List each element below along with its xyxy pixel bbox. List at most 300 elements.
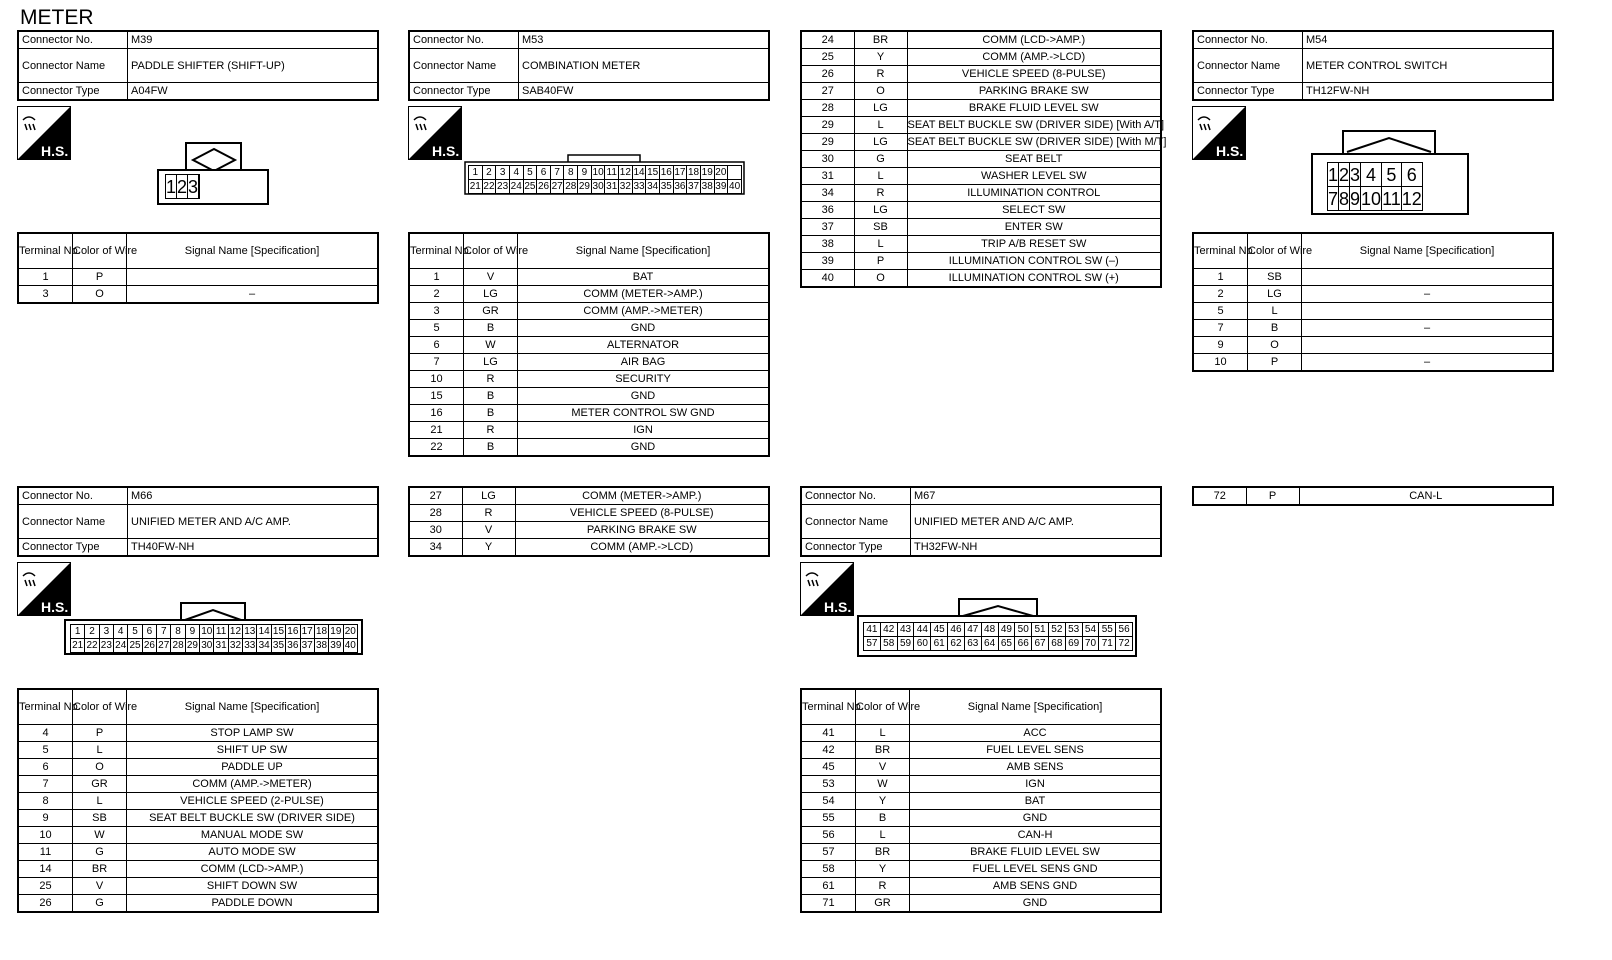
terminal-no-cell: 11 bbox=[18, 844, 73, 861]
wire-color-cell: O bbox=[854, 270, 907, 288]
wire-color-cell: B bbox=[464, 388, 518, 405]
signal-name-cell: COMM (METER->AMP.) bbox=[518, 286, 770, 303]
table-row bbox=[1193, 303, 1553, 320]
m54-rows bbox=[1193, 269, 1553, 372]
connector-name-label: Connector Name bbox=[409, 49, 519, 83]
m54-pin: 4 bbox=[1361, 163, 1382, 187]
connector-type-label: Connector Type bbox=[409, 83, 519, 101]
signal-name-cell: VEHICLE SPEED (2-PULSE) bbox=[127, 793, 379, 810]
signal-name-cell: COMM (AMP.->METER) bbox=[518, 303, 770, 320]
signal-name-cell: VEHICLE SPEED (8-PULSE) bbox=[515, 505, 769, 522]
wire-color-cell: O bbox=[73, 759, 127, 776]
signal-name-cell: MANUAL MODE SW bbox=[127, 827, 379, 844]
table-row bbox=[18, 759, 378, 776]
signal-name-cell: GND bbox=[910, 810, 1162, 827]
terminal-no-cell: 45 bbox=[801, 759, 856, 776]
table-row bbox=[801, 202, 1161, 219]
table-row bbox=[801, 117, 1161, 134]
signal-name-cell: CAN-L bbox=[1299, 487, 1553, 505]
table-row bbox=[801, 49, 1161, 66]
m67-pin: 54 bbox=[1082, 623, 1099, 637]
m67-pin: 63 bbox=[964, 637, 981, 651]
m67-pin: 66 bbox=[1015, 637, 1032, 651]
wire-color-cell: BR bbox=[73, 861, 127, 878]
m67-pin: 41 bbox=[864, 623, 881, 637]
m53-pin: 28 bbox=[565, 180, 577, 192]
m53-rows bbox=[409, 269, 769, 457]
wire-color-cell: GR bbox=[856, 895, 910, 913]
m66-pin: 2 bbox=[85, 625, 99, 639]
m53-pin: 1 bbox=[469, 166, 483, 180]
connector-no-label: Connector No. bbox=[18, 31, 128, 49]
terminal-no-header: Terminal No. bbox=[18, 233, 73, 269]
connector-no-value: M67 bbox=[911, 487, 1162, 505]
m66-pin: 18 bbox=[315, 625, 328, 637]
wire-color-cell: GR bbox=[464, 303, 518, 320]
m53-pin: 30 bbox=[592, 180, 604, 192]
m66-rows bbox=[18, 725, 378, 913]
connector-no-label: Connector No. bbox=[801, 487, 911, 505]
table-row bbox=[18, 725, 378, 742]
color-of-wire-header: Color of Wire bbox=[1248, 233, 1302, 269]
signal-name-cell: STOP LAMP SW bbox=[127, 725, 379, 742]
signal-name-cell: – bbox=[1302, 320, 1554, 337]
table-row bbox=[409, 487, 769, 505]
terminal-no-header: Terminal No. bbox=[18, 689, 73, 725]
m66-pin: 21 bbox=[72, 639, 84, 651]
terminal-no-cell: 7 bbox=[409, 354, 464, 371]
table-row bbox=[801, 151, 1161, 168]
m66-pin: 31 bbox=[215, 639, 227, 651]
connector-name-value: UNIFIED METER AND A/C AMP. bbox=[128, 505, 379, 539]
hs-label: H.S. bbox=[41, 599, 69, 615]
signal-name-cell: VEHICLE SPEED (8-PULSE) bbox=[907, 66, 1161, 83]
table-row bbox=[409, 388, 769, 405]
m66-pin: 24 bbox=[115, 639, 127, 651]
wire-color-cell: L bbox=[854, 236, 907, 253]
wire-color-cell: O bbox=[854, 83, 907, 100]
signal-name-cell: PARKING BRAKE SW bbox=[907, 83, 1161, 100]
m66-pin-table-continued bbox=[408, 486, 770, 557]
terminal-no-cell: 53 bbox=[801, 776, 856, 793]
wire-color-cell: V bbox=[464, 269, 518, 286]
m53-pin: 21 bbox=[469, 180, 481, 192]
signal-name-cell: IGN bbox=[910, 776, 1162, 793]
terminal-no-cell: 26 bbox=[801, 66, 854, 83]
terminal-no-cell: 1 bbox=[409, 269, 464, 286]
m39-pin: 2 bbox=[177, 176, 188, 197]
table-row bbox=[409, 303, 769, 320]
table-row bbox=[801, 66, 1161, 83]
m67-pin: 48 bbox=[981, 623, 998, 637]
m53-pin: 16 bbox=[660, 166, 672, 178]
hs-label: H.S. bbox=[432, 143, 460, 159]
terminal-no-cell: 7 bbox=[18, 776, 73, 793]
connector-name-label: Connector Name bbox=[801, 505, 911, 539]
signal-name-cell: ALTERNATOR bbox=[518, 337, 770, 354]
m54-pin: 9 bbox=[1350, 188, 1361, 209]
wire-color-cell: G bbox=[73, 844, 127, 861]
signal-name-cell: WASHER LEVEL SW bbox=[907, 168, 1161, 185]
wire-color-cell: R bbox=[464, 422, 518, 439]
signal-name-cell bbox=[127, 269, 379, 286]
m67-pin: 70 bbox=[1082, 637, 1099, 651]
signal-name-cell: SEAT BELT BUCKLE SW (DRIVER SIDE) bbox=[127, 810, 379, 827]
m39-rows bbox=[18, 269, 378, 304]
m67-pin: 58 bbox=[880, 637, 897, 651]
m54-pin: 12 bbox=[1401, 188, 1422, 209]
terminal-no-cell: 36 bbox=[801, 202, 854, 219]
table-row bbox=[801, 219, 1161, 236]
terminal-no-cell: 58 bbox=[801, 861, 856, 878]
m54-pin: 7 bbox=[1328, 188, 1339, 209]
wire-color-cell: W bbox=[856, 776, 910, 793]
signal-name-cell: BRAKE FLUID LEVEL SW bbox=[907, 100, 1161, 117]
table-row bbox=[409, 522, 769, 539]
m67-pin: 46 bbox=[948, 623, 965, 637]
m66-pin: 34 bbox=[258, 639, 270, 651]
m66-pin: 10 bbox=[201, 625, 213, 637]
table-row bbox=[409, 269, 769, 286]
terminal-no-cell: 37 bbox=[801, 219, 854, 236]
wire-color-cell: BR bbox=[856, 844, 910, 861]
signal-name-cell: BAT bbox=[518, 269, 770, 286]
connector-name-label: Connector Name bbox=[18, 49, 128, 83]
wire-color-cell: W bbox=[73, 827, 127, 844]
wire-color-cell: L bbox=[856, 725, 910, 742]
signal-name-header: Signal Name [Specification] bbox=[127, 233, 379, 269]
m67-pin: 55 bbox=[1099, 623, 1116, 637]
color-of-wire-header: Color of Wire bbox=[73, 689, 127, 725]
color-of-wire-header: Color of Wire bbox=[464, 233, 518, 269]
m53-pin: 35 bbox=[660, 180, 672, 192]
table-row bbox=[801, 31, 1161, 49]
m66-pin: 22 bbox=[86, 639, 98, 651]
signal-name-cell: PADDLE DOWN bbox=[127, 895, 379, 913]
m53-pin: 8 bbox=[564, 166, 578, 180]
m53-pin: 36 bbox=[674, 180, 686, 192]
signal-name-cell: SEAT BELT bbox=[907, 151, 1161, 168]
signal-name-cell: PADDLE UP bbox=[127, 759, 379, 776]
terminal-no-cell: 24 bbox=[801, 31, 854, 49]
terminal-no-cell: 30 bbox=[409, 522, 462, 539]
terminal-no-cell: 3 bbox=[409, 303, 464, 320]
signal-name-cell: BAT bbox=[910, 793, 1162, 810]
m66-pin: 3 bbox=[99, 625, 113, 639]
m66-pin: 14 bbox=[258, 625, 270, 637]
m67-pin: 49 bbox=[998, 623, 1015, 637]
table-row bbox=[801, 742, 1161, 759]
signal-name-cell: SHIFT DOWN SW bbox=[127, 878, 379, 895]
m66-pin: 4 bbox=[114, 625, 128, 639]
signal-name-cell: AMB SENS bbox=[910, 759, 1162, 776]
m53-pin: 22 bbox=[483, 180, 495, 192]
m67-pin: 44 bbox=[914, 623, 931, 637]
signal-name-cell: SEAT BELT BUCKLE SW (DRIVER SIDE) [With M/T] bbox=[907, 134, 1161, 151]
wire-color-cell: LG bbox=[464, 354, 518, 371]
table-row bbox=[409, 286, 769, 303]
wire-color-cell: B bbox=[464, 320, 518, 337]
table-row bbox=[18, 742, 378, 759]
signal-name-cell: COMM (LCD->AMP.) bbox=[907, 31, 1161, 49]
connector-name-label: Connector Name bbox=[1193, 49, 1303, 83]
terminal-no-header: Terminal No. bbox=[409, 233, 464, 269]
m66-pin: 33 bbox=[244, 639, 256, 651]
hs-harness-side-icon bbox=[800, 562, 854, 616]
signal-name-cell: SHIFT UP SW bbox=[127, 742, 379, 759]
m66-pin: 15 bbox=[272, 625, 285, 637]
wire-color-cell: V bbox=[856, 759, 910, 776]
connector-no-label: Connector No. bbox=[1193, 31, 1303, 49]
table-row bbox=[1193, 354, 1553, 372]
connector-no-label: Connector No. bbox=[18, 487, 128, 505]
wire-color-cell: L bbox=[73, 793, 127, 810]
terminal-no-cell: 1 bbox=[18, 269, 73, 286]
m67-pin: 45 bbox=[931, 623, 948, 637]
table-row bbox=[1193, 269, 1553, 286]
terminal-no-cell: 26 bbox=[18, 895, 73, 913]
wire-color-cell: P bbox=[854, 253, 907, 270]
signal-name-cell: COMM (AMP.->LCD) bbox=[907, 49, 1161, 66]
terminal-no-cell: 54 bbox=[801, 793, 856, 810]
m67-pin: 72 bbox=[1116, 637, 1133, 651]
m67-pin: 52 bbox=[1048, 623, 1065, 637]
m67-pin: 64 bbox=[981, 637, 998, 651]
m54-pin: 5 bbox=[1382, 163, 1402, 187]
wire-color-cell: W bbox=[464, 337, 518, 354]
wire-color-cell: L bbox=[73, 742, 127, 759]
signal-name-cell: CAN-H bbox=[910, 827, 1162, 844]
m53-pin: 4 bbox=[509, 166, 523, 180]
m67-pin-grid bbox=[863, 622, 1133, 651]
terminal-no-cell: 39 bbox=[801, 253, 854, 270]
m67-pin: 43 bbox=[897, 623, 914, 637]
connector-name-value: METER CONTROL SWITCH bbox=[1303, 49, 1554, 83]
wire-color-cell: LG bbox=[854, 202, 907, 219]
terminal-no-cell: 6 bbox=[18, 759, 73, 776]
m67-pin: 62 bbox=[948, 637, 965, 651]
terminal-no-cell: 55 bbox=[801, 810, 856, 827]
m66-cont-rows bbox=[409, 487, 769, 556]
table-row bbox=[801, 185, 1161, 202]
m66-pin: 30 bbox=[201, 639, 213, 651]
connector-name-value: UNIFIED METER AND A/C AMP. bbox=[911, 505, 1162, 539]
m66-pin: 12 bbox=[229, 625, 242, 637]
wire-color-cell: P bbox=[1248, 354, 1302, 372]
m54-pin: 8 bbox=[1339, 188, 1350, 209]
signal-name-header: Signal Name [Specification] bbox=[127, 689, 379, 725]
m66-pin: 32 bbox=[229, 639, 242, 651]
table-row bbox=[409, 422, 769, 439]
wire-color-cell: LG bbox=[854, 134, 907, 151]
terminal-no-cell: 21 bbox=[409, 422, 464, 439]
m66-pin: 23 bbox=[100, 639, 112, 651]
table-row bbox=[409, 371, 769, 388]
table-header bbox=[18, 689, 378, 725]
connector-no-value: M53 bbox=[519, 31, 770, 49]
table-row bbox=[409, 337, 769, 354]
table-row bbox=[801, 134, 1161, 151]
m39-pin-blank bbox=[199, 175, 200, 199]
terminal-no-cell: 30 bbox=[801, 151, 854, 168]
terminal-no-cell: 8 bbox=[18, 793, 73, 810]
m53-pin-grid bbox=[468, 165, 742, 194]
table-row bbox=[18, 861, 378, 878]
signal-name-cell: COMM (LCD->AMP.) bbox=[127, 861, 379, 878]
wire-color-cell: R bbox=[462, 505, 515, 522]
m53-pin-table-continued bbox=[800, 30, 1167, 288]
m53-pin: 40 bbox=[729, 180, 741, 192]
connector-type-value: TH32FW-NH bbox=[911, 539, 1162, 557]
terminal-no-cell: 25 bbox=[801, 49, 854, 66]
m53-pin: 5 bbox=[523, 166, 537, 180]
terminal-no-cell: 72 bbox=[1193, 487, 1246, 505]
terminal-no-cell: 29 bbox=[801, 117, 854, 134]
m54-pin: 11 bbox=[1382, 188, 1401, 209]
m53-connector-info bbox=[408, 30, 770, 101]
connector-type-label: Connector Type bbox=[801, 539, 911, 557]
m53-pin: 29 bbox=[578, 180, 590, 192]
connector-type-value: TH12FW-NH bbox=[1303, 83, 1554, 101]
terminal-no-cell: 61 bbox=[801, 878, 856, 895]
table-header bbox=[409, 233, 769, 269]
m66-pin: 38 bbox=[315, 639, 328, 651]
wire-color-cell: G bbox=[73, 895, 127, 913]
wire-color-cell: Y bbox=[854, 49, 907, 66]
m66-pin: 35 bbox=[272, 639, 285, 651]
hs-label: H.S. bbox=[824, 599, 852, 615]
table-header bbox=[18, 233, 378, 269]
m66-pin: 26 bbox=[143, 639, 155, 651]
wire-color-cell: Y bbox=[856, 861, 910, 878]
terminal-no-cell: 25 bbox=[18, 878, 73, 895]
m66-pin: 13 bbox=[244, 625, 256, 637]
wire-color-cell: GR bbox=[73, 776, 127, 793]
m66-pin: 37 bbox=[301, 639, 313, 651]
signal-name-cell: – bbox=[1302, 354, 1554, 372]
m67-pin: 59 bbox=[897, 637, 914, 651]
hs-label: H.S. bbox=[1216, 143, 1244, 159]
table-row bbox=[18, 793, 378, 810]
wire-color-cell: LG bbox=[464, 286, 518, 303]
m53-pin: 20 bbox=[715, 166, 727, 178]
signal-name-cell: AUTO MODE SW bbox=[127, 844, 379, 861]
connector-no-value: M66 bbox=[128, 487, 379, 505]
table-row bbox=[409, 439, 769, 457]
terminal-no-cell: 28 bbox=[409, 505, 462, 522]
wire-color-cell: P bbox=[73, 725, 127, 742]
m66-pin: 17 bbox=[301, 625, 313, 637]
terminal-no-cell: 5 bbox=[1193, 303, 1248, 320]
table-row bbox=[18, 286, 378, 304]
m54-connector-info bbox=[1192, 30, 1554, 101]
connector-type-value: SAB40FW bbox=[519, 83, 770, 101]
wire-color-cell: B bbox=[464, 405, 518, 422]
wire-color-cell: P bbox=[73, 269, 127, 286]
terminal-no-cell: 7 bbox=[1193, 320, 1248, 337]
m67-pin: 47 bbox=[964, 623, 981, 637]
wire-color-cell: V bbox=[73, 878, 127, 895]
m54-pin: 3 bbox=[1350, 164, 1361, 185]
hs-harness-side-icon bbox=[17, 106, 71, 160]
m67-connector-info bbox=[800, 486, 1162, 557]
table-row bbox=[409, 539, 769, 557]
wire-color-cell: Y bbox=[856, 793, 910, 810]
pin-row bbox=[864, 623, 1133, 637]
m53-pin-table bbox=[408, 232, 770, 457]
table-row bbox=[801, 236, 1161, 253]
signal-name-cell: FUEL LEVEL SENS bbox=[910, 742, 1162, 759]
table-row bbox=[801, 793, 1161, 810]
m54-pin: 1 bbox=[1328, 164, 1339, 185]
m67-pin: 57 bbox=[864, 637, 881, 651]
m67-cont-rows bbox=[1193, 487, 1553, 505]
terminal-no-cell: 38 bbox=[801, 236, 854, 253]
page-title: METER bbox=[20, 6, 94, 29]
signal-name-cell: PARKING BRAKE SW bbox=[515, 522, 769, 539]
table-row bbox=[801, 270, 1161, 288]
table-header bbox=[1193, 233, 1553, 269]
terminal-no-cell: 2 bbox=[409, 286, 464, 303]
m66-pin-grid bbox=[70, 624, 358, 653]
wire-color-cell: LG bbox=[854, 100, 907, 117]
m53-pin: 7 bbox=[550, 166, 564, 180]
table-row bbox=[801, 759, 1161, 776]
table-header bbox=[801, 689, 1161, 725]
terminal-no-cell: 15 bbox=[409, 388, 464, 405]
terminal-no-cell: 10 bbox=[18, 827, 73, 844]
terminal-no-cell: 31 bbox=[801, 168, 854, 185]
m67-pin: 51 bbox=[1032, 623, 1049, 637]
wire-color-cell: B bbox=[856, 810, 910, 827]
connector-type-value: A04FW bbox=[128, 83, 379, 101]
wire-color-cell: SB bbox=[854, 219, 907, 236]
table-row bbox=[18, 844, 378, 861]
pin-row bbox=[469, 166, 742, 180]
connector-type-value: TH40FW-NH bbox=[128, 539, 379, 557]
terminal-no-cell: 10 bbox=[409, 371, 464, 388]
m53-pin: 33 bbox=[633, 180, 645, 192]
table-row bbox=[409, 505, 769, 522]
m67-pin: 67 bbox=[1032, 637, 1049, 651]
terminal-no-cell: 4 bbox=[18, 725, 73, 742]
wire-color-cell: R bbox=[464, 371, 518, 388]
m66-pin: 1 bbox=[71, 625, 85, 639]
terminal-no-header: Terminal No. bbox=[1193, 233, 1248, 269]
wire-color-cell: R bbox=[854, 185, 907, 202]
m53-pin: 9 bbox=[578, 166, 592, 180]
pin-row bbox=[1328, 163, 1423, 187]
terminal-no-cell: 1 bbox=[1193, 269, 1248, 286]
connector-no-value: M39 bbox=[128, 31, 379, 49]
m53-pin: 27 bbox=[551, 180, 563, 192]
signal-name-cell bbox=[1302, 337, 1554, 354]
m67-pin: 65 bbox=[998, 637, 1015, 651]
m53-pin: 37 bbox=[688, 180, 700, 192]
wire-color-cell: SB bbox=[73, 810, 127, 827]
m66-pin: 40 bbox=[344, 639, 356, 651]
terminal-no-cell: 3 bbox=[18, 286, 73, 304]
table-row bbox=[801, 878, 1161, 895]
connector-type-label: Connector Type bbox=[18, 83, 128, 101]
terminal-no-cell: 2 bbox=[1193, 286, 1248, 303]
table-row bbox=[1193, 487, 1553, 505]
wire-color-cell: L bbox=[854, 117, 907, 134]
wire-color-cell: V bbox=[462, 522, 515, 539]
m66-pin-table bbox=[17, 688, 379, 913]
signal-name-cell: BRAKE FLUID LEVEL SW bbox=[910, 844, 1162, 861]
wire-color-cell: B bbox=[464, 439, 518, 457]
